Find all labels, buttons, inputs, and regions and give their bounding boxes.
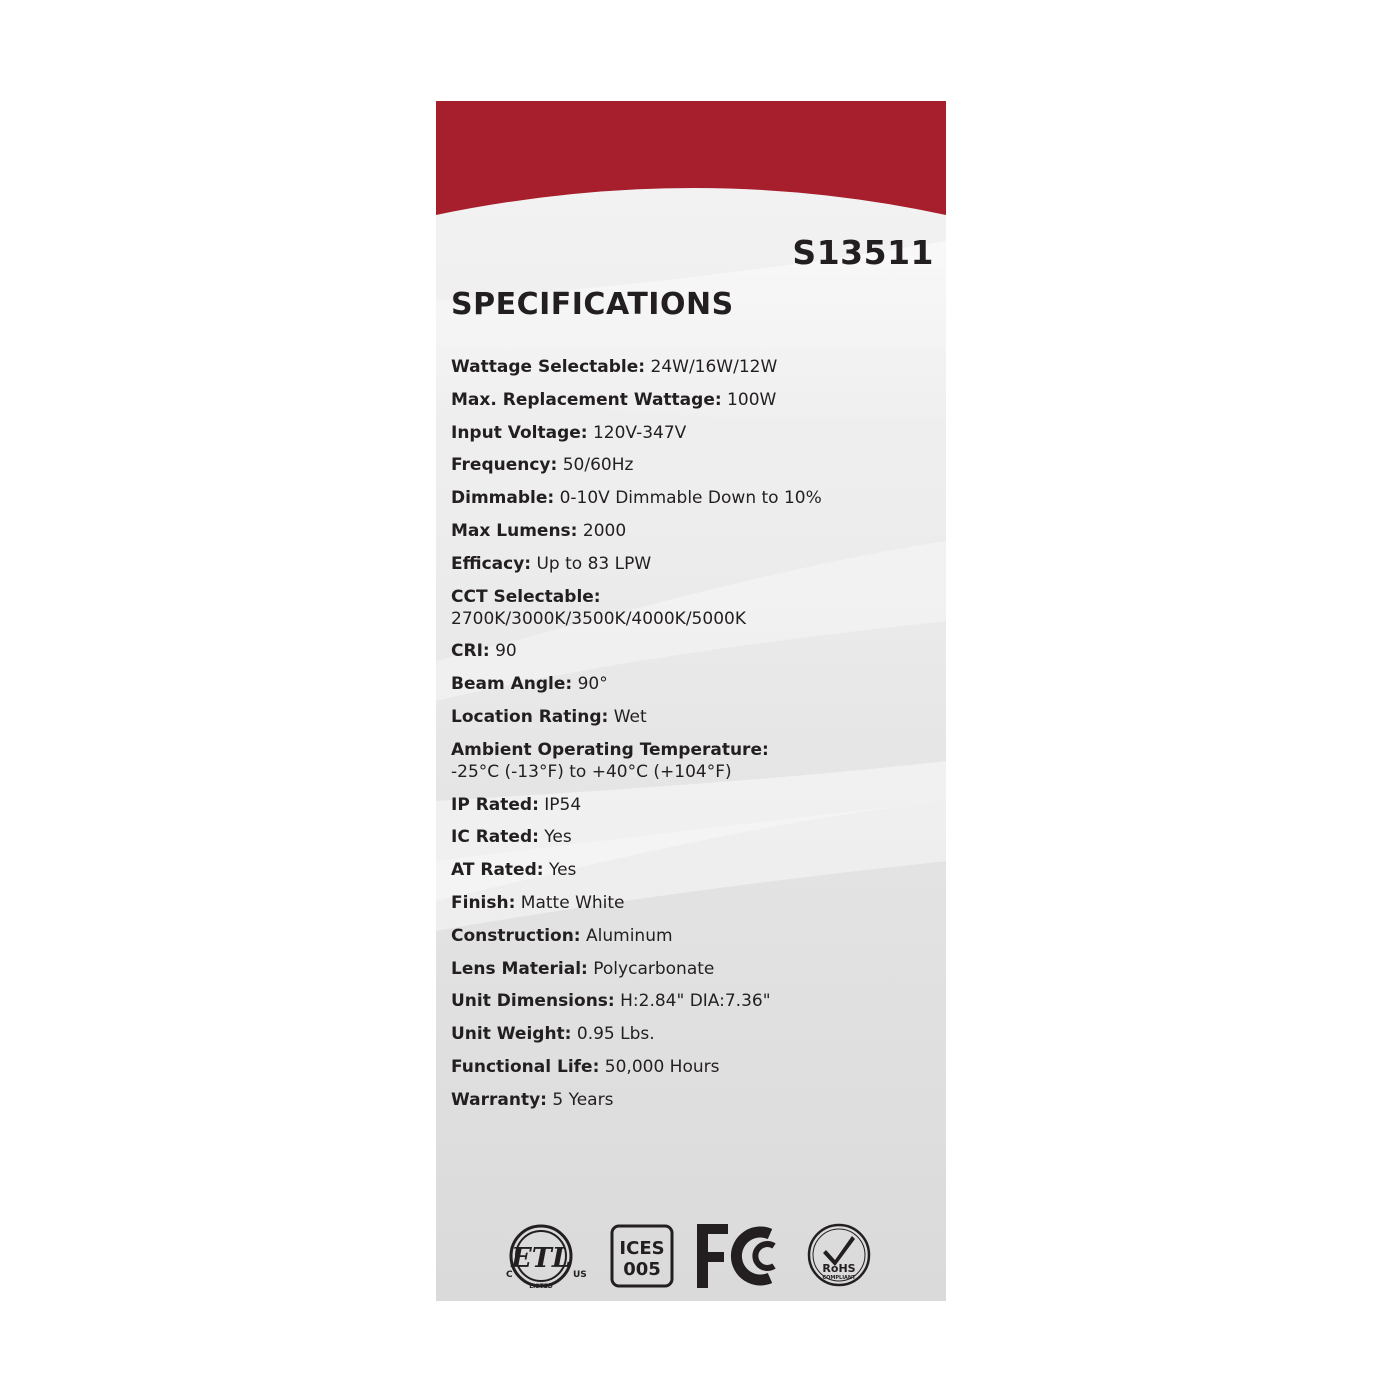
spec-label: Beam Angle:: [451, 674, 573, 695]
spec-row: [451, 826, 931, 848]
spec-value: 2000: [577, 520, 627, 541]
spec-list: [451, 356, 931, 1122]
model-number: S13511: [792, 233, 934, 272]
page-title: SPECIFICATIONS: [451, 287, 734, 322]
spec-value: Up to 83 LPW: [531, 553, 652, 574]
spec-value: 90: [489, 641, 517, 662]
spec-row: [451, 553, 931, 575]
spec-label: Warranty:: [451, 1089, 547, 1110]
spec-value: IP54: [538, 794, 582, 815]
spec-row: [451, 454, 931, 476]
spec-row: [451, 794, 931, 816]
spec-row: [451, 958, 931, 980]
spec-label: Functional Life:: [451, 1056, 600, 1077]
spec-label: Max. Replacement Wattage:: [451, 389, 722, 410]
rohs-compliant-icon: [806, 1222, 872, 1288]
etl-c-text: C: [506, 1270, 513, 1280]
spec-value: Wet: [608, 706, 647, 727]
spec-row: [451, 673, 931, 695]
spec-label: Lens Material:: [451, 958, 588, 979]
etl-us-text: US: [573, 1270, 587, 1280]
spec-value: 50/60Hz: [557, 455, 634, 476]
spec-label: Finish:: [451, 892, 516, 913]
etl-listed-text: LISTED: [529, 1283, 553, 1290]
spec-value: 90°: [572, 674, 608, 695]
spec-label: IC Rated:: [451, 827, 539, 848]
spec-row: [451, 586, 931, 630]
spec-row: [451, 356, 931, 378]
spec-label: Frequency:: [451, 455, 558, 476]
spec-row: [451, 487, 931, 509]
spec-value: Matte White: [515, 892, 625, 913]
spec-value: Yes: [538, 827, 572, 848]
fcc-icon: [694, 1222, 788, 1290]
etl-listed-icon: [501, 1222, 591, 1292]
rohs-sub-text: COMPLIANT: [822, 1275, 856, 1281]
spec-row: [451, 706, 931, 728]
spec-row: [451, 640, 931, 662]
spec-value: 100W: [721, 389, 777, 410]
ices-005-icon: [610, 1224, 674, 1288]
spec-label: Location Rating:: [451, 706, 609, 727]
spec-value: 0.95 Lbs.: [571, 1024, 655, 1045]
spec-label: Dimmable:: [451, 488, 555, 509]
spec-row: [451, 990, 931, 1012]
spec-value: 2700K/3000K/3500K/4000K/5000K: [451, 608, 746, 629]
spec-value: Aluminum: [580, 925, 673, 946]
spec-label: IP Rated:: [451, 794, 539, 815]
spec-label: Efficacy:: [451, 553, 532, 574]
spec-row: [451, 892, 931, 914]
spec-label: Input Voltage:: [451, 422, 588, 443]
ices-line1: ICES: [619, 1238, 665, 1259]
rohs-text: RoHS: [822, 1262, 856, 1275]
etl-text: ETL: [511, 1243, 571, 1274]
certification-logos: [496, 1218, 896, 1298]
spec-row: [451, 422, 931, 444]
spec-row: [451, 925, 931, 947]
spec-value: 24W/16W/12W: [645, 357, 778, 377]
spec-value: 5 Years: [546, 1089, 614, 1110]
spec-label: Ambient Operating Temperature:: [451, 739, 769, 760]
spec-value: -25°C (-13°F) to +40°C (+104°F): [451, 761, 732, 782]
spec-value: Yes: [543, 860, 577, 881]
spec-row: [451, 520, 931, 542]
spec-row: [451, 1023, 931, 1045]
spec-sheet-card: [436, 101, 946, 1301]
header-band: [436, 101, 946, 215]
spec-label: CCT Selectable:: [451, 586, 601, 607]
spec-label: Unit Dimensions:: [451, 991, 615, 1012]
spec-label: Unit Weight:: [451, 1024, 572, 1045]
spec-value: 50,000 Hours: [599, 1056, 720, 1077]
spec-row: [451, 389, 931, 411]
spec-row: [451, 859, 931, 881]
spec-value: 0-10V Dimmable Down to 10%: [554, 488, 822, 509]
spec-label: Wattage Selectable:: [451, 357, 646, 377]
ices-line2: 005: [623, 1259, 661, 1280]
spec-row: [451, 1089, 931, 1111]
spec-label: Max Lumens:: [451, 520, 578, 541]
spec-row: [451, 739, 931, 783]
spec-row: [451, 1056, 931, 1078]
spec-label: Construction:: [451, 925, 581, 946]
spec-label: CRI:: [451, 641, 490, 662]
spec-label: AT Rated:: [451, 860, 544, 881]
spec-value: 120V-347V: [587, 422, 687, 443]
spec-value: H:2.84" DIA:7.36": [614, 991, 771, 1012]
spec-value: Polycarbonate: [587, 958, 715, 979]
